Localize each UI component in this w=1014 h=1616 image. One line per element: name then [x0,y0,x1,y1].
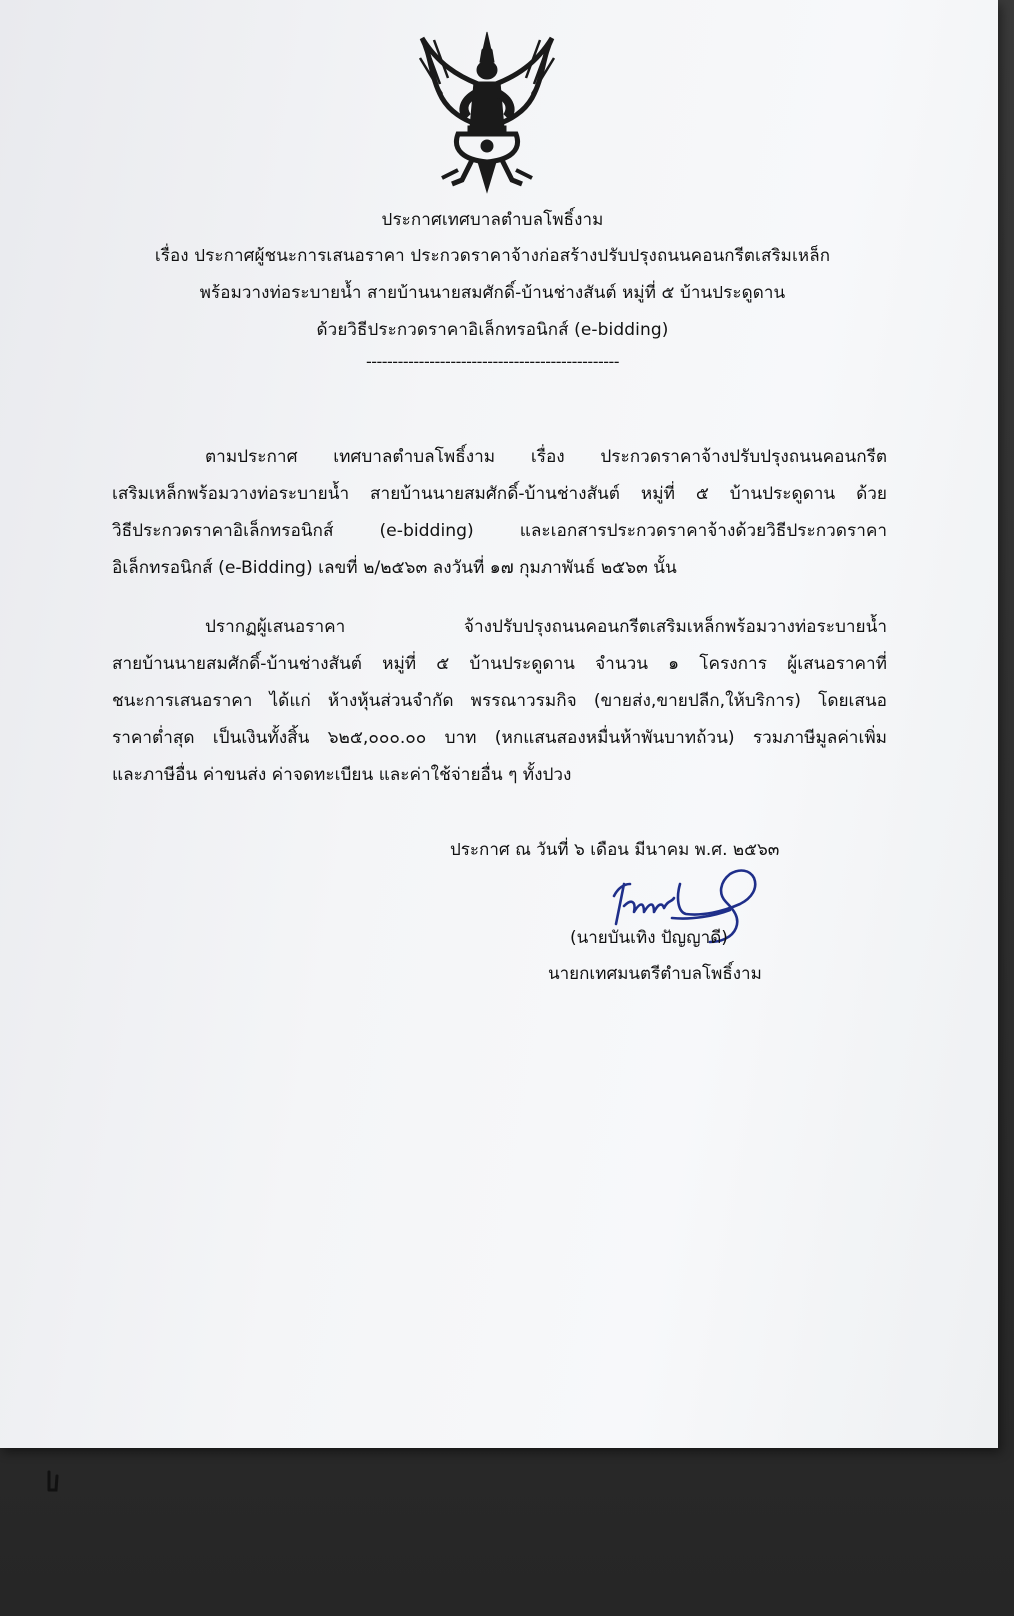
paragraph-1-line-4: อิเล็กทรอนิกส์ (e-Bidding) เลขที่ ๒/๒๕๖๓ ลงวันที่ ๑๗ กุมภาพันธ์ ๒๕๖๓ นั้น [112,558,677,578]
subject-line-1: เรื่อง ประกาศผู้ชนะการเสนอราคา ประกวดราคาจ้างก่อสร้างปรับปรุงถนนคอนกรีตเสริมเหล็ก [154,246,831,266]
heading-divider: ------------------------------------------------ [365,352,620,371]
paragraph-2-line-4: ราคาต่ำสุด เป็นเงินทั้งสิ้น ๖๒๕,๐๐๐.๐๐ บาท (หกแสนสองหมื่นห้าพันบาทถ้วน) รวมภาษีมูลค่าเพิ่ม [112,728,887,748]
table-mark [46,1468,60,1496]
paragraph-2-line-1: ปรากฏผู้เสนอราคา จ้างปรับปรุงถนนคอนกรีตเสริมเหล็กพร้อมวางท่อระบายน้ำ [205,617,887,637]
paragraph-1-line-3: วิธีประกวดราคาอิเล็กทรอนิกส์ (e-bidding) และเอกสารประกวดราคาจ้างด้วยวิธีประกวดราคา [112,521,887,541]
paragraph-2-line-2: สายบ้านนายสมศักดิ์-บ้านช่างสันต์ หมู่ที่ ๕ บ้านประดูดาน จำนวน ๑ โครงการ ผู้เสนอราคาที่ [112,654,887,674]
announcement-title: ประกาศเทศบาลตำบลโพธิ์งาม [381,210,604,230]
subject-line-2: พร้อมวางท่อระบายน้ำ สายบ้านนายสมศักดิ์-บ้านช่างสันต์ หมู่ที่ ๕ บ้านประดูดาน [199,283,786,303]
paragraph-2-line-3: ชนะการเสนอราคา ได้แก่ ห้างหุ้นส่วนจำกัด พรรณาวรมกิจ (ขายส่ง,ขายปลีก,ให้บริการ) โดยเสนอ [112,691,887,711]
signer-name: (นายบันเทิง ปัญญาดี) [570,928,728,948]
garuda-emblem-icon [412,28,562,196]
paragraph-1-line-1: ตามประกาศ เทศบาลตำบลโพธิ์งาม เรื่อง ประกวดราคาจ้างปรับปรุงถนนคอนกรีต [205,447,887,467]
announcement-date: ประกาศ ณ วันที่ ๖ เดือน มีนาคม พ.ศ. ๒๕๖๓ [450,840,780,860]
paragraph-1-line-2: เสริมเหล็กพร้อมวางท่อระบายน้ำ สายบ้านนายสมศักดิ์-บ้านช่างสันต์ หมู่ที่ ๕ บ้านประดูดาน ด้วย [112,484,887,504]
signer-position: นายกเทศมนตรีตำบลโพธิ์งาม [548,964,762,984]
paragraph-2-line-5: และภาษีอื่น ค่าขนส่ง ค่าจดทะเบียน และค่าใช้จ่ายอื่น ๆ ทั้งปวง [112,765,572,785]
subject-line-3: ด้วยวิธีประกวดราคาอิเล็กทรอนิกส์ (e-bidding) [316,320,669,340]
